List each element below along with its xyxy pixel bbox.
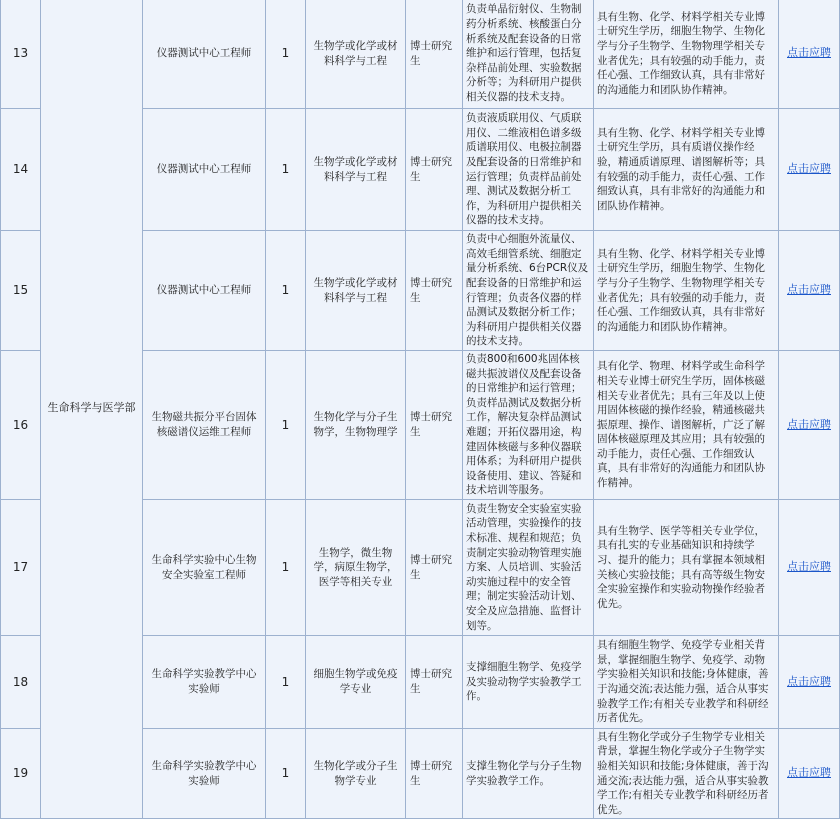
row-index: 19 [1, 729, 41, 819]
row-index: 13 [1, 0, 41, 109]
apply-link[interactable]: 点击应聘 [787, 674, 831, 688]
position-title: 生命科学实验教学中心实验师 [143, 636, 266, 729]
job-duties: 负责液质联用仪、气质联用仪、二维液相色谱多级质谱联用仪、电极拉制器及配套设备的日常维护和运行管理；负责样品前处理、测试及数据分析工作，为科研用户提供相关仪器的技术支持。 [463, 109, 594, 231]
education-requirement: 博士研究生 [406, 500, 463, 636]
row-index: 14 [1, 109, 41, 231]
apply-cell [779, 109, 840, 231]
job-duties: 支撑细胞生物学、免疫学及实验动物学实验教学工作。 [463, 636, 594, 729]
education-requirement: 博士研究生 [406, 636, 463, 729]
major-requirement: 生物学，微生物学，病原生物学，医学等相关专业 [306, 500, 406, 636]
hiring-count: 1 [266, 0, 306, 109]
job-duties: 负责中心细胞外流量仪、高效毛细管系统、细胞定量分析系统、6台PCR仪及配套设备的日常维护和运行管理；负责各仪器的样品测试及数据分析工作；为科研用户提供相关仪器的技术支持。 [463, 231, 594, 351]
apply-cell [779, 500, 840, 636]
job-requirements: 具有生物学、医学等相关专业学位，具有扎实的专业基础知识和持续学习、提升的能力；具有掌握本领域相关核心实验技能；具有高等级生物安全实验室操作和实验动物操作经验者优先。 [594, 500, 779, 636]
position-title: 生命科学实验中心生物安全实验室工程师 [143, 500, 266, 636]
hiring-count: 1 [266, 231, 306, 351]
apply-cell [779, 636, 840, 729]
job-duties: 支撑生物化学与分子生物学实验教学工作。 [463, 729, 594, 819]
hiring-count: 1 [266, 636, 306, 729]
job-requirements: 具有细胞生物学、免疫学专业相关背景，掌握细胞生物学、免疫学、动物学实验相关知识和技能;身体健康，善于沟通交流;表达能力强，适合从事实验教学工作;有相关专业教学和科研经历者优先。 [594, 636, 779, 729]
job-duties: 负责单晶衍射仪、生物制药分析系统、核酸蛋白分析系统及配套设备的日常维护和运行管理，包括复杂样品前处理、实验数据分析等；为科研用户提供相关仪器的技术支持。 [463, 0, 594, 109]
apply-link[interactable]: 点击应聘 [787, 417, 831, 431]
hiring-count: 1 [266, 109, 306, 231]
position-title: 生命科学实验教学中心实验师 [143, 729, 266, 819]
job-requirements: 具有生物、化学、材料学相关专业博士研究生学历，具有质谱仪操作经验，精通质谱原理、谱图解析等；具有较强的动手能力，责任心强、工作细致认真，具有非常好的沟通能力和团队协作精神。 [594, 109, 779, 231]
hiring-count: 1 [266, 729, 306, 819]
job-duties: 负责生物安全实验室实验活动管理，实验操作的技术标准、规程和规范；负责制定实验动物管理实施方案、人员培训、实验活动实施过程中的安全管理；制定实验活动计划、安全及应急措施、监督计划等。 [463, 500, 594, 636]
job-requirements: 具有生物、化学、材料学相关专业博士研究生学历，细胞生物学、生物化学与分子生物学、生物物理学相关专业者优先；具有较强的动手能力，责任心强、工作细致认真，具有非常好的沟通能力和团队协作精神。 [594, 0, 779, 109]
apply-cell [779, 729, 840, 819]
row-index: 15 [1, 231, 41, 351]
apply-link[interactable]: 点击应聘 [787, 560, 831, 574]
job-requirements: 具有生物化学或分子生物学专业相关背景，掌握生物化学或分子生物学实验相关知识和技能;身体健康，善于沟通交流;表达能力强，适合从事实验教学工作;有相关专业教学和科研经历者优先。 [594, 729, 779, 819]
position-title: 仪器测试中心工程师 [143, 109, 266, 231]
hiring-count: 1 [266, 500, 306, 636]
job-requirements: 具有生物、化学、材料学相关专业博士研究生学历，细胞生物学、生物化学与分子生物学、生物物理学相关专业者优先；具有较强的动手能力，责任心强、工作细致认真，具有非常好的沟通能力和团队协作精神。 [594, 231, 779, 351]
position-title: 仪器测试中心工程师 [143, 0, 266, 109]
education-requirement: 博士研究生 [406, 0, 463, 109]
education-requirement: 博士研究生 [406, 231, 463, 351]
position-title: 仪器测试中心工程师 [143, 231, 266, 351]
row-index: 17 [1, 500, 41, 636]
apply-cell [779, 0, 840, 109]
apply-link[interactable]: 点击应聘 [787, 283, 831, 297]
apply-link[interactable]: 点击应聘 [787, 46, 831, 60]
major-requirement: 生物学或化学或材料科学与工程 [306, 109, 406, 231]
apply-cell [779, 351, 840, 500]
major-requirement: 生物学或化学或材料科学与工程 [306, 0, 406, 109]
hiring-count: 1 [266, 351, 306, 500]
education-requirement: 博士研究生 [406, 729, 463, 819]
row-index: 16 [1, 351, 41, 500]
education-requirement: 博士研究生 [406, 109, 463, 231]
major-requirement: 生物化学与分子生物学，生物物理学 [306, 351, 406, 500]
job-duties: 负责800和600兆固体核磁共振波谱仪及配套设备的日常维护和运行管理；负责样品测试及数据分析工作，解决复杂样品测试难题；开拓仪器用途，构建固体核磁与多种仪器联用体系；为科研用户提供设备使用、建议、答疑和技术培训等服务。 [463, 351, 594, 500]
major-requirement: 生物学或化学或材料科学与工程 [306, 231, 406, 351]
job-requirements: 具有化学、物理、材料学或生命科学相关专业博士研究生学历，固体核磁相关专业者优先；具有三年及以上使用固体核磁的操作经验，精通核磁共振原理、操作、谱图解析，广泛了解固体核磁原理及其应用；具有较强的动手能力，责任心强、工作细致认真，具有非常好的沟通能力和团队协作精神。 [594, 351, 779, 500]
row-index: 18 [1, 636, 41, 729]
major-requirement: 细胞生物学或免疫学专业 [306, 636, 406, 729]
department-cell: 生命科学与医学部 [41, 0, 143, 819]
apply-cell [779, 231, 840, 351]
apply-link[interactable]: 点击应聘 [787, 766, 831, 780]
education-requirement: 博士研究生 [406, 351, 463, 500]
table-row [1, 0, 840, 109]
position-title: 生物磁共振分平台固体核磁谱仪运维工程师 [143, 351, 266, 500]
major-requirement: 生物化学或分子生物学专业 [306, 729, 406, 819]
apply-link[interactable]: 点击应聘 [787, 162, 831, 176]
